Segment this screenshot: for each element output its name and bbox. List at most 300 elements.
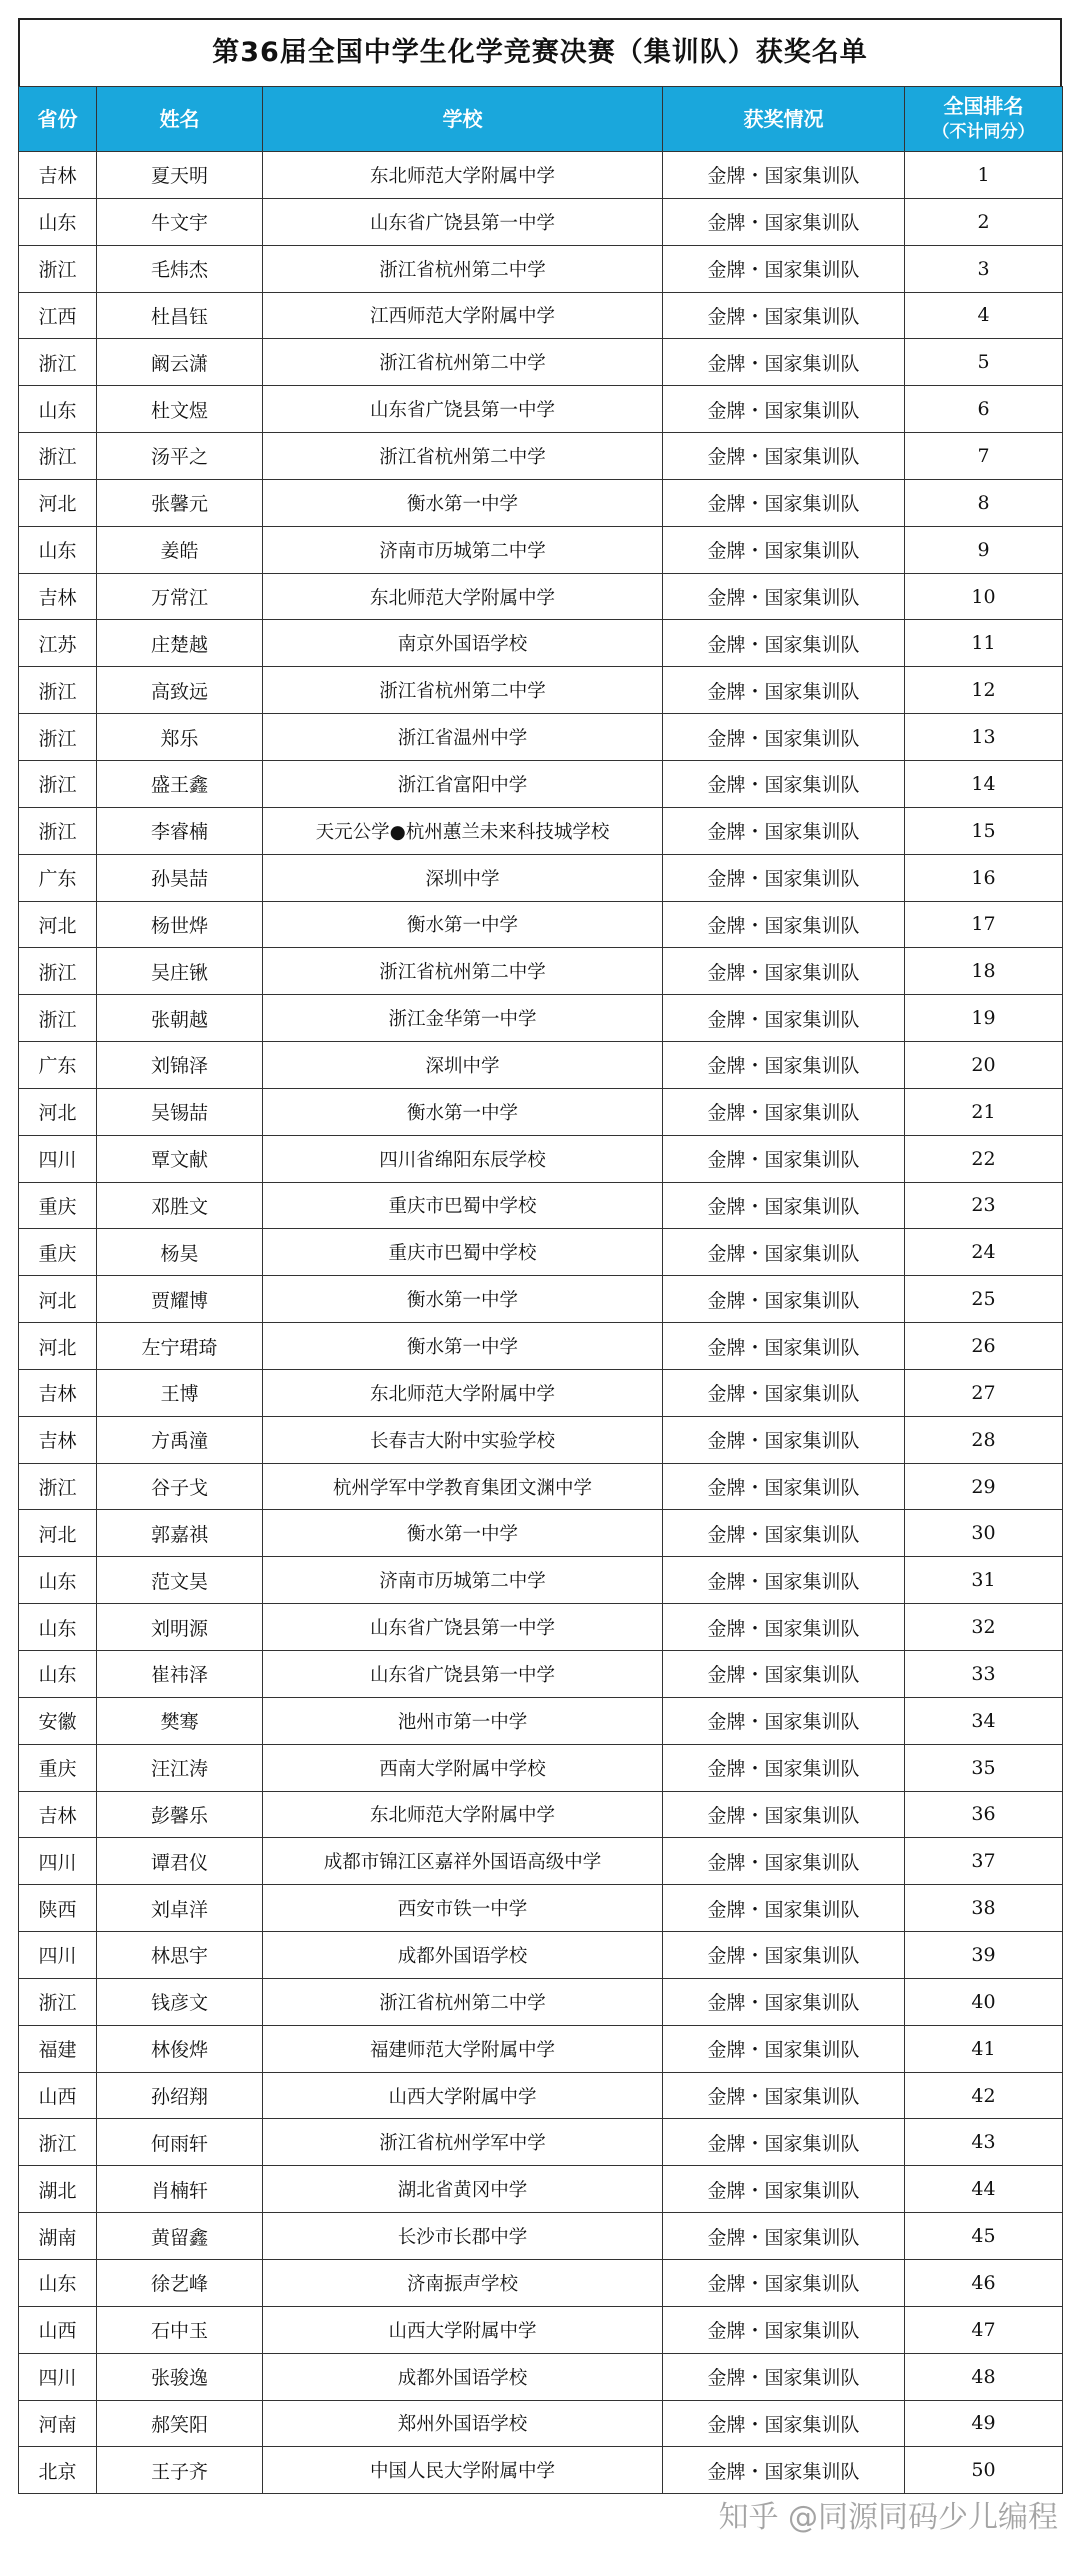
award-table xyxy=(18,86,1063,2494)
cell-name: 孙昊喆 xyxy=(97,854,263,901)
cell-award: 金牌・国家集训队 xyxy=(663,2447,905,2494)
cell-rank: 2 xyxy=(905,198,1063,245)
cell-province: 湖南 xyxy=(19,2213,97,2260)
cell-award: 金牌・国家集训队 xyxy=(663,1369,905,1416)
cell-award: 金牌・国家集训队 xyxy=(663,2213,905,2260)
cell-rank: 12 xyxy=(905,667,1063,714)
table-row xyxy=(19,1135,1063,1182)
cell-school: 深圳中学 xyxy=(263,1042,663,1089)
table-row xyxy=(19,1182,1063,1229)
cell-rank: 15 xyxy=(905,807,1063,854)
cell-name: 吴锡喆 xyxy=(97,1088,263,1135)
cell-school: 长沙市长郡中学 xyxy=(263,2213,663,2260)
table-row xyxy=(19,1557,1063,1604)
cell-name: 牛文宇 xyxy=(97,198,263,245)
table-row xyxy=(19,620,1063,667)
cell-award: 金牌・国家集训队 xyxy=(663,1791,905,1838)
cell-name: 张朝越 xyxy=(97,995,263,1042)
cell-name: 阚云潇 xyxy=(97,339,263,386)
cell-school: 衡水第一中学 xyxy=(263,1088,663,1135)
cell-school: 天元公学●杭州蕙兰未来科技城学校 xyxy=(263,807,663,854)
cell-rank: 20 xyxy=(905,1042,1063,1089)
cell-province: 北京 xyxy=(19,2447,97,2494)
cell-school: 济南市历城第二中学 xyxy=(263,1557,663,1604)
cell-award: 金牌・国家集训队 xyxy=(663,1510,905,1557)
cell-award: 金牌・国家集训队 xyxy=(663,479,905,526)
cell-rank: 14 xyxy=(905,760,1063,807)
cell-school: 成都外国语学校 xyxy=(263,1932,663,1979)
cell-award: 金牌・国家集训队 xyxy=(663,433,905,480)
cell-award: 金牌・国家集训队 xyxy=(663,339,905,386)
cell-province: 湖北 xyxy=(19,2166,97,2213)
cell-province: 浙江 xyxy=(19,667,97,714)
cell-rank: 34 xyxy=(905,1697,1063,1744)
cell-province: 四川 xyxy=(19,1932,97,1979)
cell-province: 广东 xyxy=(19,1042,97,1089)
cell-name: 汤平之 xyxy=(97,433,263,480)
cell-award: 金牌・国家集训队 xyxy=(663,198,905,245)
cell-rank: 10 xyxy=(905,573,1063,620)
cell-name: 覃文献 xyxy=(97,1135,263,1182)
cell-rank: 8 xyxy=(905,479,1063,526)
table-body xyxy=(19,152,1063,2494)
cell-rank: 50 xyxy=(905,2447,1063,2494)
cell-award: 金牌・国家集训队 xyxy=(663,2400,905,2447)
cell-name: 范文昊 xyxy=(97,1557,263,1604)
table-row xyxy=(19,948,1063,995)
cell-award: 金牌・国家集训队 xyxy=(663,1276,905,1323)
cell-award: 金牌・国家集训队 xyxy=(663,245,905,292)
table-row xyxy=(19,2259,1063,2306)
table-row xyxy=(19,1510,1063,1557)
header-rank-line1: 全国排名 xyxy=(943,94,1024,118)
cell-award: 金牌・国家集训队 xyxy=(663,2353,905,2400)
cell-name: 杜昌钰 xyxy=(97,292,263,339)
cell-province: 浙江 xyxy=(19,714,97,761)
table-row xyxy=(19,1042,1063,1089)
cell-award: 金牌・国家集训队 xyxy=(663,526,905,573)
cell-name: 彭馨乐 xyxy=(97,1791,263,1838)
cell-province: 山东 xyxy=(19,1604,97,1651)
cell-rank: 27 xyxy=(905,1369,1063,1416)
cell-name: 郭嘉祺 xyxy=(97,1510,263,1557)
table-row xyxy=(19,1885,1063,1932)
cell-award: 金牌・国家集训队 xyxy=(663,995,905,1042)
table-row xyxy=(19,667,1063,714)
cell-award: 金牌・国家集训队 xyxy=(663,1651,905,1698)
table-row xyxy=(19,714,1063,761)
cell-province: 重庆 xyxy=(19,1744,97,1791)
cell-school: 中国人民大学附属中学 xyxy=(263,2447,663,2494)
cell-school: 深圳中学 xyxy=(263,854,663,901)
cell-rank: 5 xyxy=(905,339,1063,386)
cell-name: 杨世烨 xyxy=(97,901,263,948)
cell-province: 浙江 xyxy=(19,948,97,995)
cell-award: 金牌・国家集训队 xyxy=(663,1463,905,1510)
cell-school: 济南市历城第二中学 xyxy=(263,526,663,573)
cell-name: 左宁珺琦 xyxy=(97,1323,263,1370)
table-row xyxy=(19,1978,1063,2025)
cell-rank: 49 xyxy=(905,2400,1063,2447)
cell-award: 金牌・国家集训队 xyxy=(663,1323,905,1370)
cell-name: 夏天明 xyxy=(97,152,263,199)
cell-province: 浙江 xyxy=(19,339,97,386)
cell-school: 山东省广饶县第一中学 xyxy=(263,1604,663,1651)
cell-province: 四川 xyxy=(19,2353,97,2400)
cell-award: 金牌・国家集训队 xyxy=(663,152,905,199)
cell-province: 河北 xyxy=(19,1276,97,1323)
header-name: 姓名 xyxy=(97,87,263,152)
cell-province: 福建 xyxy=(19,2025,97,2072)
cell-rank: 29 xyxy=(905,1463,1063,1510)
cell-province: 四川 xyxy=(19,1135,97,1182)
cell-school: 衡水第一中学 xyxy=(263,1276,663,1323)
cell-province: 河南 xyxy=(19,2400,97,2447)
cell-school: 西安市铁一中学 xyxy=(263,1885,663,1932)
cell-rank: 47 xyxy=(905,2306,1063,2353)
cell-name: 王子齐 xyxy=(97,2447,263,2494)
cell-rank: 21 xyxy=(905,1088,1063,1135)
cell-school: 浙江省杭州第二中学 xyxy=(263,433,663,480)
cell-school: 南京外国语学校 xyxy=(263,620,663,667)
cell-province: 浙江 xyxy=(19,995,97,1042)
cell-province: 陕西 xyxy=(19,1885,97,1932)
cell-school: 浙江省杭州第二中学 xyxy=(263,667,663,714)
cell-province: 吉林 xyxy=(19,1369,97,1416)
cell-name: 杜文煜 xyxy=(97,386,263,433)
cell-school: 重庆市巴蜀中学校 xyxy=(263,1229,663,1276)
table-row xyxy=(19,339,1063,386)
cell-rank: 44 xyxy=(905,2166,1063,2213)
cell-rank: 23 xyxy=(905,1182,1063,1229)
cell-province: 浙江 xyxy=(19,433,97,480)
cell-school: 池州市第一中学 xyxy=(263,1697,663,1744)
cell-province: 浙江 xyxy=(19,807,97,854)
cell-school: 浙江省杭州学军中学 xyxy=(263,2119,663,2166)
cell-award: 金牌・国家集训队 xyxy=(663,292,905,339)
cell-province: 河北 xyxy=(19,1510,97,1557)
cell-award: 金牌・国家集训队 xyxy=(663,2306,905,2353)
table-row xyxy=(19,2119,1063,2166)
watermark-text: 知乎 @同源同码少儿编程 xyxy=(718,2500,1058,2535)
table-row xyxy=(19,1604,1063,1651)
cell-award: 金牌・国家集训队 xyxy=(663,1885,905,1932)
cell-school: 长春吉大附中实验学校 xyxy=(263,1416,663,1463)
header-school: 学校 xyxy=(263,87,663,152)
cell-school: 东北师范大学附属中学 xyxy=(263,1369,663,1416)
cell-award: 金牌・国家集训队 xyxy=(663,1932,905,1979)
cell-name: 张骏逸 xyxy=(97,2353,263,2400)
cell-rank: 19 xyxy=(905,995,1063,1042)
header-award: 获奖情况 xyxy=(663,87,905,152)
cell-province: 山东 xyxy=(19,2259,97,2306)
cell-name: 毛炜杰 xyxy=(97,245,263,292)
cell-name: 崔祎泽 xyxy=(97,1651,263,1698)
table-row xyxy=(19,1463,1063,1510)
table-row xyxy=(19,2025,1063,2072)
cell-name: 庄楚越 xyxy=(97,620,263,667)
table-row xyxy=(19,2306,1063,2353)
cell-province: 山西 xyxy=(19,2072,97,2119)
cell-name: 汪江涛 xyxy=(97,1744,263,1791)
cell-name: 谷子戈 xyxy=(97,1463,263,1510)
cell-school: 重庆市巴蜀中学校 xyxy=(263,1182,663,1229)
cell-school: 山西大学附属中学 xyxy=(263,2072,663,2119)
cell-name: 刘卓洋 xyxy=(97,1885,263,1932)
table-row xyxy=(19,1323,1063,1370)
table-header xyxy=(19,87,1063,152)
cell-award: 金牌・国家集训队 xyxy=(663,1182,905,1229)
cell-rank: 7 xyxy=(905,433,1063,480)
cell-rank: 11 xyxy=(905,620,1063,667)
cell-rank: 42 xyxy=(905,2072,1063,2119)
header-rank-line2: （不计同分） xyxy=(932,122,1035,142)
cell-rank: 13 xyxy=(905,714,1063,761)
cell-name: 钱彦文 xyxy=(97,1978,263,2025)
cell-school: 西南大学附属中学校 xyxy=(263,1744,663,1791)
cell-province: 吉林 xyxy=(19,1416,97,1463)
cell-name: 王博 xyxy=(97,1369,263,1416)
cell-school: 山东省广饶县第一中学 xyxy=(263,198,663,245)
cell-school: 山东省广饶县第一中学 xyxy=(263,386,663,433)
cell-award: 金牌・国家集训队 xyxy=(663,2259,905,2306)
table-row xyxy=(19,854,1063,901)
table-row xyxy=(19,1932,1063,1979)
cell-rank: 46 xyxy=(905,2259,1063,2306)
cell-province: 河北 xyxy=(19,479,97,526)
table-row xyxy=(19,2400,1063,2447)
cell-school: 衡水第一中学 xyxy=(263,479,663,526)
cell-award: 金牌・国家集训队 xyxy=(663,386,905,433)
cell-province: 重庆 xyxy=(19,1182,97,1229)
table-row xyxy=(19,995,1063,1042)
cell-province: 四川 xyxy=(19,1838,97,1885)
cell-province: 浙江 xyxy=(19,2119,97,2166)
cell-rank: 25 xyxy=(905,1276,1063,1323)
cell-award: 金牌・国家集训队 xyxy=(663,1088,905,1135)
cell-name: 张馨元 xyxy=(97,479,263,526)
cell-province: 浙江 xyxy=(19,245,97,292)
cell-school: 山西大学附属中学 xyxy=(263,2306,663,2353)
table-row xyxy=(19,1369,1063,1416)
cell-name: 何雨轩 xyxy=(97,2119,263,2166)
cell-name: 贾耀博 xyxy=(97,1276,263,1323)
cell-school: 成都外国语学校 xyxy=(263,2353,663,2400)
table-row xyxy=(19,901,1063,948)
cell-award: 金牌・国家集训队 xyxy=(663,620,905,667)
cell-name: 徐艺峰 xyxy=(97,2259,263,2306)
cell-rank: 36 xyxy=(905,1791,1063,1838)
cell-province: 吉林 xyxy=(19,573,97,620)
award-sheet xyxy=(18,18,1062,2494)
cell-province: 山西 xyxy=(19,2306,97,2353)
cell-rank: 18 xyxy=(905,948,1063,995)
cell-rank: 45 xyxy=(905,2213,1063,2260)
cell-school: 衡水第一中学 xyxy=(263,1323,663,1370)
table-row xyxy=(19,245,1063,292)
cell-school: 浙江省杭州第二中学 xyxy=(263,948,663,995)
cell-award: 金牌・国家集训队 xyxy=(663,2119,905,2166)
table-row xyxy=(19,2072,1063,2119)
cell-name: 谭君仪 xyxy=(97,1838,263,1885)
table-row xyxy=(19,198,1063,245)
cell-school: 东北师范大学附属中学 xyxy=(263,152,663,199)
cell-province: 广东 xyxy=(19,854,97,901)
cell-name: 林思宇 xyxy=(97,1932,263,1979)
cell-province: 浙江 xyxy=(19,1463,97,1510)
table-row xyxy=(19,1088,1063,1135)
cell-name: 石中玉 xyxy=(97,2306,263,2353)
cell-school: 浙江省杭州第二中学 xyxy=(263,245,663,292)
cell-award: 金牌・国家集训队 xyxy=(663,714,905,761)
cell-award: 金牌・国家集训队 xyxy=(663,1135,905,1182)
table-row xyxy=(19,1229,1063,1276)
cell-province: 山东 xyxy=(19,1557,97,1604)
cell-province: 山东 xyxy=(19,1651,97,1698)
cell-school: 杭州学军中学教育集团文渊中学 xyxy=(263,1463,663,1510)
cell-award: 金牌・国家集训队 xyxy=(663,2025,905,2072)
cell-school: 湖北省黄冈中学 xyxy=(263,2166,663,2213)
cell-school: 山东省广饶县第一中学 xyxy=(263,1651,663,1698)
table-row xyxy=(19,292,1063,339)
cell-province: 山东 xyxy=(19,386,97,433)
cell-award: 金牌・国家集训队 xyxy=(663,760,905,807)
cell-award: 金牌・国家集训队 xyxy=(663,2072,905,2119)
cell-province: 山东 xyxy=(19,526,97,573)
cell-name: 郝笑阳 xyxy=(97,2400,263,2447)
cell-school: 浙江省富阳中学 xyxy=(263,760,663,807)
cell-award: 金牌・国家集训队 xyxy=(663,1744,905,1791)
table-row xyxy=(19,2213,1063,2260)
table-row xyxy=(19,573,1063,620)
cell-rank: 1 xyxy=(905,152,1063,199)
cell-award: 金牌・国家集训队 xyxy=(663,1978,905,2025)
header-province: 省份 xyxy=(19,87,97,152)
cell-award: 金牌・国家集训队 xyxy=(663,1042,905,1089)
cell-award: 金牌・国家集训队 xyxy=(663,2166,905,2213)
table-row xyxy=(19,433,1063,480)
cell-school: 四川省绵阳东辰学校 xyxy=(263,1135,663,1182)
cell-award: 金牌・国家集训队 xyxy=(663,1557,905,1604)
cell-province: 浙江 xyxy=(19,1978,97,2025)
cell-rank: 28 xyxy=(905,1416,1063,1463)
header-rank xyxy=(905,87,1063,152)
cell-award: 金牌・国家集训队 xyxy=(663,901,905,948)
cell-name: 孙绍翔 xyxy=(97,2072,263,2119)
table-row xyxy=(19,1838,1063,1885)
table-row xyxy=(19,2447,1063,2494)
cell-name: 林俊烨 xyxy=(97,2025,263,2072)
cell-name: 刘明源 xyxy=(97,1604,263,1651)
cell-school: 郑州外国语学校 xyxy=(263,2400,663,2447)
cell-rank: 33 xyxy=(905,1651,1063,1698)
cell-award: 金牌・国家集训队 xyxy=(663,1604,905,1651)
cell-rank: 39 xyxy=(905,1932,1063,1979)
table-row xyxy=(19,1651,1063,1698)
cell-school: 济南振声学校 xyxy=(263,2259,663,2306)
cell-school: 浙江金华第一中学 xyxy=(263,995,663,1042)
table-row xyxy=(19,152,1063,199)
cell-school: 成都市锦江区嘉祥外国语高级中学 xyxy=(263,1838,663,1885)
cell-school: 福建师范大学附属中学 xyxy=(263,2025,663,2072)
cell-province: 河北 xyxy=(19,1323,97,1370)
cell-rank: 6 xyxy=(905,386,1063,433)
cell-name: 李睿楠 xyxy=(97,807,263,854)
cell-rank: 17 xyxy=(905,901,1063,948)
cell-award: 金牌・国家集训队 xyxy=(663,1229,905,1276)
cell-rank: 43 xyxy=(905,2119,1063,2166)
document-title: 第36届全国中学生化学竞赛决赛（集训队）获奖名单 xyxy=(18,18,1062,86)
table-row xyxy=(19,807,1063,854)
table-row xyxy=(19,1791,1063,1838)
table-row xyxy=(19,2166,1063,2213)
cell-school: 东北师范大学附属中学 xyxy=(263,1791,663,1838)
cell-name: 高致远 xyxy=(97,667,263,714)
cell-school: 东北师范大学附属中学 xyxy=(263,573,663,620)
cell-province: 河北 xyxy=(19,1088,97,1135)
cell-award: 金牌・国家集训队 xyxy=(663,854,905,901)
cell-award: 金牌・国家集训队 xyxy=(663,1838,905,1885)
header-row xyxy=(19,87,1063,152)
cell-rank: 41 xyxy=(905,2025,1063,2072)
cell-school: 衡水第一中学 xyxy=(263,1510,663,1557)
cell-rank: 48 xyxy=(905,2353,1063,2400)
cell-name: 郑乐 xyxy=(97,714,263,761)
table-row xyxy=(19,1744,1063,1791)
cell-province: 吉林 xyxy=(19,152,97,199)
cell-rank: 4 xyxy=(905,292,1063,339)
cell-province: 浙江 xyxy=(19,760,97,807)
cell-school: 浙江省温州中学 xyxy=(263,714,663,761)
cell-province: 重庆 xyxy=(19,1229,97,1276)
cell-rank: 35 xyxy=(905,1744,1063,1791)
table-row xyxy=(19,479,1063,526)
cell-rank: 26 xyxy=(905,1323,1063,1370)
table-row xyxy=(19,1416,1063,1463)
cell-rank: 24 xyxy=(905,1229,1063,1276)
cell-award: 金牌・国家集训队 xyxy=(663,573,905,620)
table-row xyxy=(19,2353,1063,2400)
table-row xyxy=(19,526,1063,573)
cell-award: 金牌・国家集训队 xyxy=(663,1697,905,1744)
cell-rank: 22 xyxy=(905,1135,1063,1182)
cell-province: 吉林 xyxy=(19,1791,97,1838)
cell-school: 衡水第一中学 xyxy=(263,901,663,948)
cell-province: 河北 xyxy=(19,901,97,948)
cell-rank: 38 xyxy=(905,1885,1063,1932)
cell-name: 刘锦泽 xyxy=(97,1042,263,1089)
cell-province: 安徽 xyxy=(19,1697,97,1744)
cell-name: 樊骞 xyxy=(97,1697,263,1744)
table-row xyxy=(19,1276,1063,1323)
table-row xyxy=(19,760,1063,807)
cell-school: 浙江省杭州第二中学 xyxy=(263,339,663,386)
cell-rank: 40 xyxy=(905,1978,1063,2025)
cell-name: 万常江 xyxy=(97,573,263,620)
cell-province: 江苏 xyxy=(19,620,97,667)
cell-award: 金牌・国家集训队 xyxy=(663,667,905,714)
cell-award: 金牌・国家集训队 xyxy=(663,1416,905,1463)
cell-name: 方禹潼 xyxy=(97,1416,263,1463)
cell-rank: 32 xyxy=(905,1604,1063,1651)
table-row xyxy=(19,386,1063,433)
cell-rank: 31 xyxy=(905,1557,1063,1604)
cell-school: 江西师范大学附属中学 xyxy=(263,292,663,339)
cell-name: 杨昊 xyxy=(97,1229,263,1276)
cell-name: 吴庄锹 xyxy=(97,948,263,995)
cell-province: 山东 xyxy=(19,198,97,245)
cell-rank: 9 xyxy=(905,526,1063,573)
